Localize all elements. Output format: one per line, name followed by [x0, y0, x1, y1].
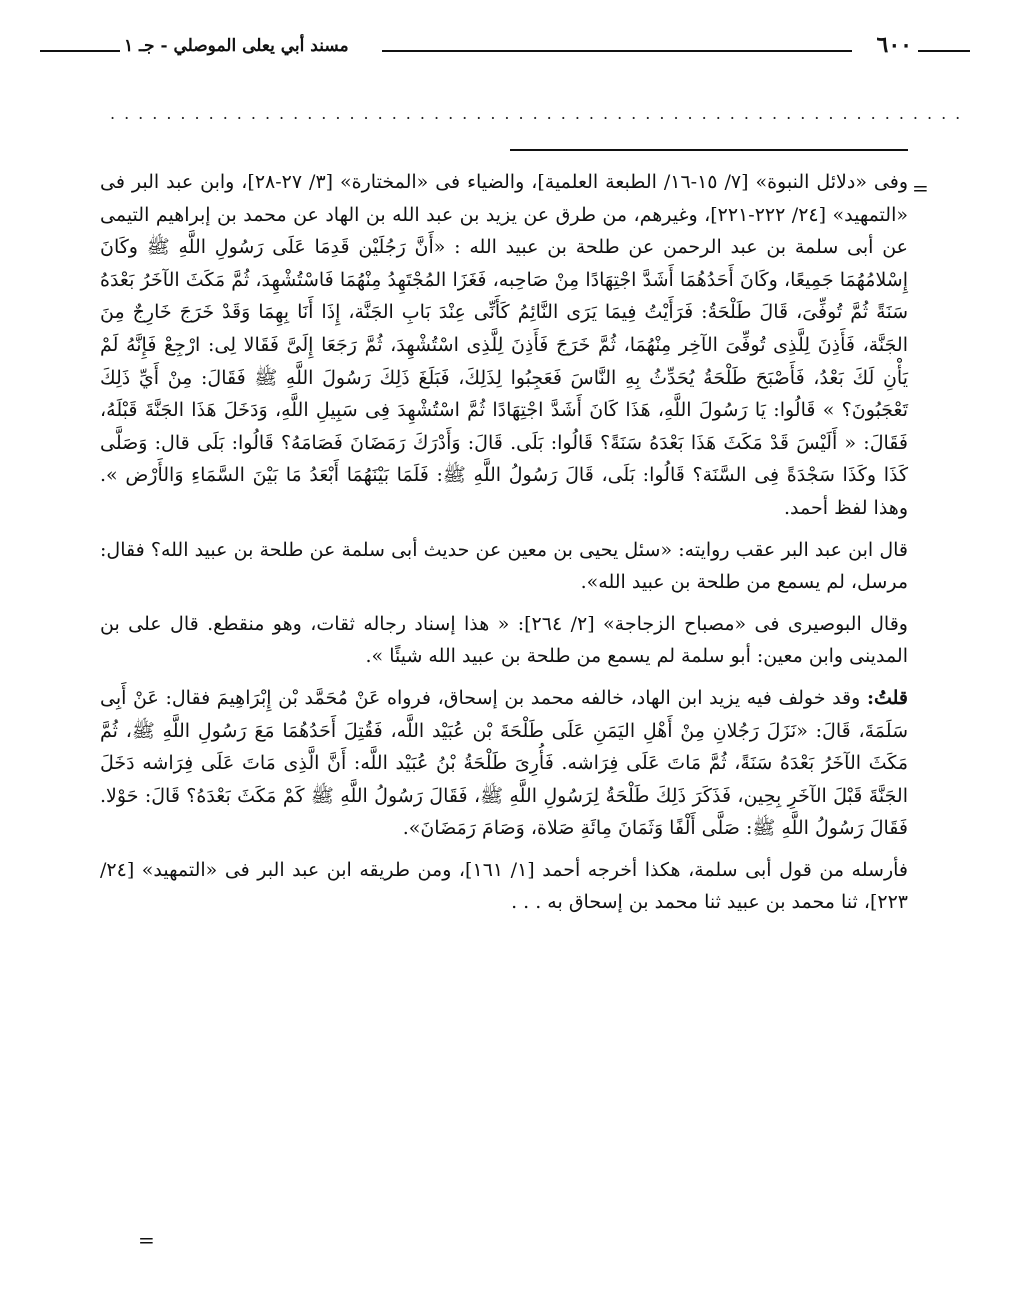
dotted-separator: .............................................................	[110, 104, 970, 123]
header-rule-left	[40, 50, 120, 52]
footnote-paragraph-4	[100, 682, 908, 845]
footnote-block	[100, 166, 908, 928]
continuation-mark-bottom: =	[138, 1228, 155, 1252]
book-title: مسند أبي يعلى الموصلي - جـ ١	[124, 36, 349, 56]
footnote-rule	[510, 149, 908, 151]
footnote-paragraph-3: وقال البوصيرى فى «مصباح الزجاجة» [٢/ ٢٦٤]: « هذا إسناد رجاله ثقات، وهو منقطع. قال على بن المدينى وابن معين: أبو سلمة لم يسمع من طلحة بن عبيد الله شيئًا ».	[100, 612, 908, 668]
page-number: ٦٠٠	[876, 32, 912, 58]
running-header	[40, 28, 970, 68]
footnote-paragraph-2: قال ابن عبد البر عقب روايته: «سئل يحيى بن معين عن حديث أبى سلمة عن طلحة بن عبيد الله؟ فقال: مرسل، لم يسمع من طلحة بن عبيد الله».	[100, 538, 908, 594]
footnote-paragraph-5: فأرسله من قول أبى سلمة، هكذا أخرجه أحمد [١/ ١٦١]، ومن طريقه ابن عبد البر فى «التمهيد» [٢٤/ ٢٢٣]، ثنا محمد بن عبيد ثنا محمد بن إسحاق به . . .	[100, 858, 908, 914]
header-rule-right	[918, 50, 970, 52]
footnote-paragraph-1: وفى «دلائل النبوة» [٧/ ١٥-١٦/ الطبعة العلمية]، والضياء فى «المختارة» [٣/ ٢٧-٢٨]، وابن عبد البر فى «التمهيد» [٢٤/ ٢٢٢-٢٢١]، وغيرهم، من طرق عن يزيد بن عبد الله بن الهاد عن محمد بن إبراهيم التيمى عن أبى سلمة بن عبد الرحمن عن طلحة بن عبيد الله : «أَنَّ رَجُلَيْن قَدِمَا عَلَى رَسُولِ اللَّهِ ﷺ وكَانَ إِسْلامُهُمَا جَمِيعًا، وكَانَ أَحَدُهُمَا أَشَدَّ اجْتِهَادًا مِنْ صَاحِبه، فَغَزَا المُجْتَهِدُ مِنْهُمَا فَاسْتُشْهِدَ، ثُمَّ مَكَثَ الآخَرُ بَعْدَهُ سَنَةً ثُمَّ تُوفِّىَ، قَالَ طَلْحَةُ: فَرَأَيْتُ فِيمَا يَرَى النَّائِمُ كَأَنِّى عِنْدَ بَابِ الجَنَّة، إِذَا أَنَا بِهِمَا وَقَدْ خَرَجَ خَارِجٌ مِنَ الجَنَّة، فَأَذِنَ لِلَّذِى تُوفِّىَ الآخِر مِنْهُمَا، ثُمَّ خَرَجَ فَأَذِنَ لِلَّذِى اسْتُشْهِدَ، ثُمَّ رَجَعَا إِلَىَّ فَقَالا لِى: ارْجِعْ فَإِنَّهُ لَمْ يَأْنِ لَكَ بَعْدُ، فَأَصْبَحَ طَلْحَةُ يُحَدِّثُ بِهِ النَّاسَ فَعَجِبُوا لِذَلِكَ، فَبَلَغَ ذَلِكَ رَسُولَ اللَّهِ ﷺ فَقَالَ: مِنْ أَيِّ ذَلِكَ تَعْجَبُونَ؟ » قَالُوا: يَا رَسُولَ اللَّهِ، هَذَا كَانَ أَشَدَّ اجْتِهَادًا ثُمَّ اسْتُشْهِدَ فِى سَبِيلِ اللَّهِ، وَدَخَلَ هَذَا الجَنَّةَ قَبْلَهُ، فَقَالَ: « أَلَيْسَ قَدْ مَكَثَ هَذَا بَعْدَهُ سَنَةً؟ قَالُوا: بَلَى. قَالَ: وَأَدْرَكَ رَمَضَانَ فَصَامَهُ؟ قَالُوا: بَلَى قال: وَصَلَّى كَذَا وكَذَا سَجْدَةً فِى السَّنَة؟ قَالُوا: بَلَى، قَالَ رَسُولُ اللَّهِ ﷺ: فَلَمَا بَيْنَهُمَا أَبْعَدُ مَا بَيْنَ السَّمَاءِ وَالأَرْض ». وهذا لفظ أحمد.	[100, 171, 908, 519]
continuation-mark-top: =	[912, 176, 929, 200]
header-rule-middle	[382, 50, 852, 52]
qult-label: قلتُ:	[866, 686, 908, 709]
footnote-paragraph-4-text: وقد خولف فيه يزيد ابن الهاد، خالفه محمد بن إسحاق، فرواه عَنْ مُحَمَّد بْن إِبْرَاهِيمَ فقال: عَنْ أَبِى سَلَمَةَ، قَالَ: «نَزَلَ رَجُلانِ مِنْ أَهْلِ اليَمَنِ عَلَى طَلْحَةَ بْن عُبَيْد اللَّه، فَقُتِلَ أَحَدُهُمَا مَعَ رَسُولِ اللَّهِ ﷺ، ثُمَّ مَكَثَ الآخَرُ بَعْدَهُ سَنَةً، ثُمَّ مَاتَ عَلَى فِرَاشه. فَأُرِىَ طَلْحَةُ بْنُ عُبَيْد اللَّه: أَنَّ الَّذِى مَاتَ عَلَى فِرَاشه دَخَلَ الجَنَّةَ قَبْلَ الآخَرِ بِحِين، فَذَكَرَ ذَلِكَ طَلْحَةُ لِرَسُولِ اللَّهِ ﷺ، فَقَالَ رَسُولُ اللَّهِ ﷺ كَمْ مَكَثَ بَعْدَهُ؟ قَالَ: حَوْلا. فَقَالَ رَسُولُ اللَّهِ ﷺ: صَلَّى أَلْفًا وَثَمَانَ مِائَةِ صَلاة، وَصَامَ رَمَضَانَ».	[100, 686, 908, 840]
